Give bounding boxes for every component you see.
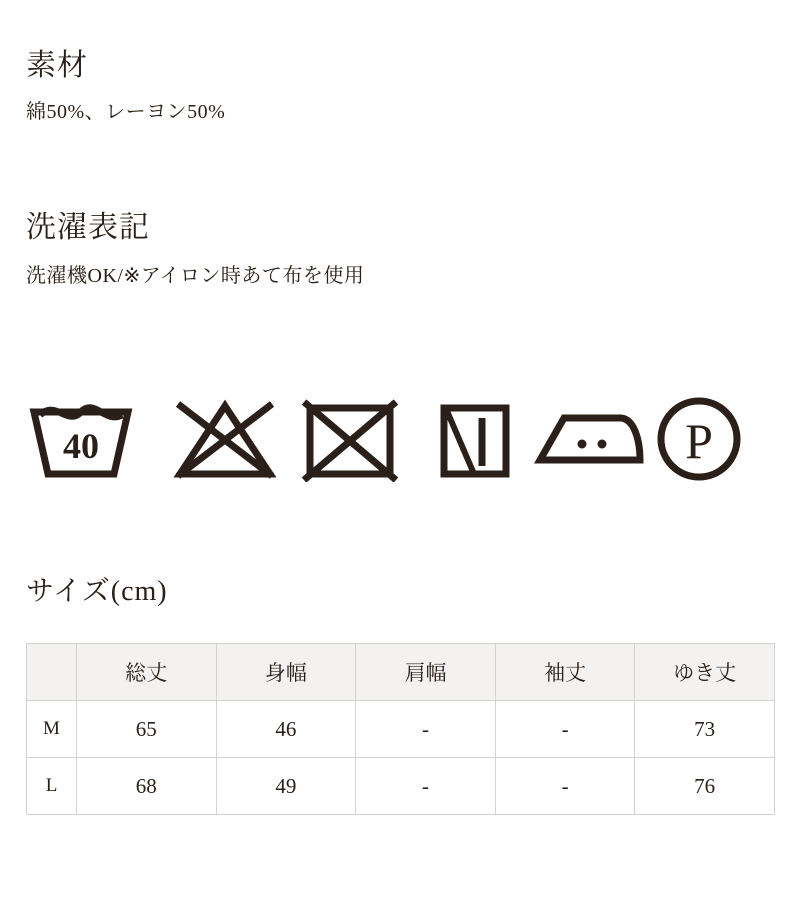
table-row [27,701,775,758]
table-header-row [27,644,775,701]
wash-temp-label: 40 [63,426,99,466]
dry-clean-label: P [685,413,713,469]
material-title: 素材 [26,49,88,82]
table-header-cell: 総丈 [77,644,217,701]
table-cell: 76 [635,758,775,815]
table-cell: - [495,701,635,758]
table-cell: - [356,701,496,758]
dry-clean-p-icon [646,382,756,482]
drip-dry-in-shade-icon [430,382,520,482]
table-cell: 73 [635,701,775,758]
table-cell: - [495,758,635,815]
table-header-cell: 袖丈 [495,644,635,701]
table-cell: 46 [216,701,356,758]
table-header-cell: ゆき丈 [635,644,775,701]
size-title: サイズ(cm) [26,576,168,607]
care-section [26,210,364,290]
table-cell: 49 [216,758,356,815]
wash-40-icon [26,382,136,482]
table-row [27,758,775,815]
table-row-label: L [27,758,77,815]
table-cell: 68 [77,758,217,815]
table-row-label: M [27,701,77,758]
iron-low-heat-icon [534,382,646,482]
care-title: 洗濯表記 [26,211,150,244]
table-header-corner [27,644,77,701]
table-header-cell: 身幅 [216,644,356,701]
care-symbol-row [22,382,734,492]
material-section [26,48,225,126]
size-table-container [26,643,774,815]
size-table [26,643,775,815]
do-not-tumble-dry-icon [298,382,402,482]
table-cell: - [356,758,496,815]
size-section [26,575,168,609]
do-not-bleach-icon [170,382,280,482]
care-text: 洗濯機OK/※アイロン時あて布を使用 [26,265,365,287]
material-text: 綿50%、レーヨン50% [26,101,226,123]
table-header-cell: 肩幅 [356,644,496,701]
table-cell: 65 [77,701,217,758]
